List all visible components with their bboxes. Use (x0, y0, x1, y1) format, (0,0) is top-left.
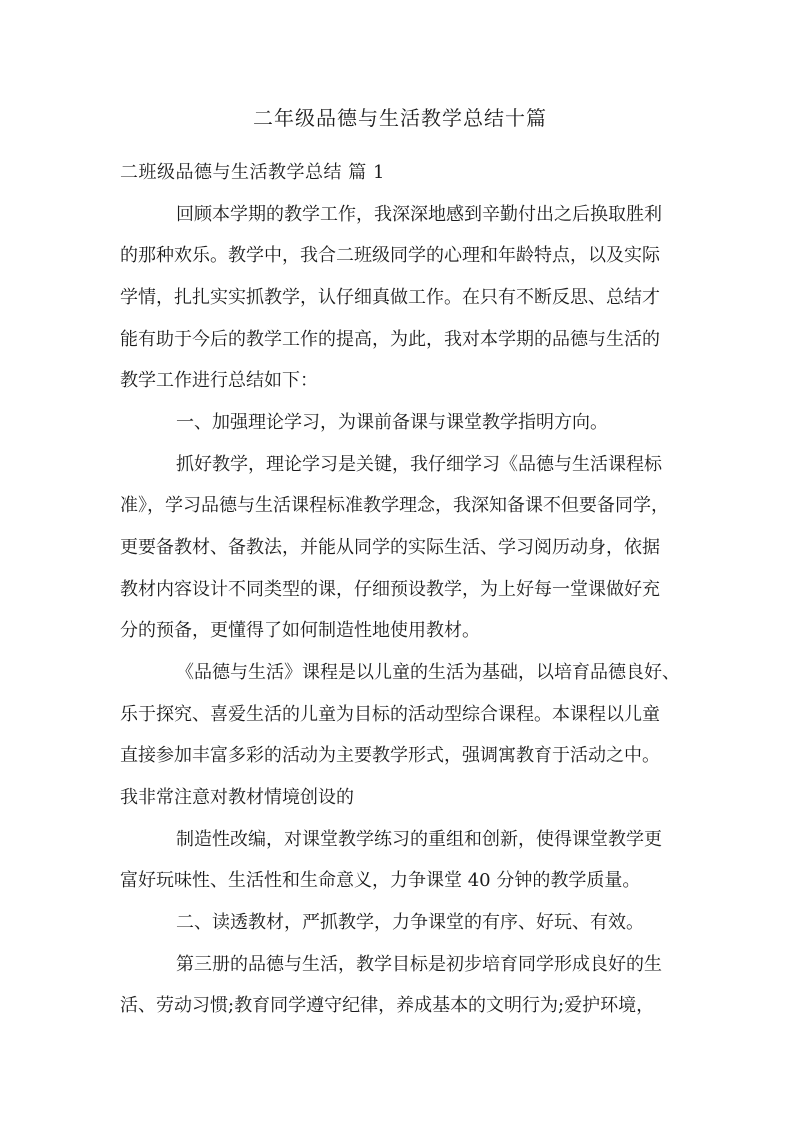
paragraph-line: 第三册的品德与生活，教学目标是初步培育同学形成良好的生 (176, 954, 662, 975)
paragraph-line: 准》，学习品德与生活课程标准教学理念，我深知备课不但要备同学， (120, 495, 669, 516)
paragraph-line: 活、劳动习惯;教育同学遵守纪律，养成基本的文明行为;爱护环境， (120, 995, 655, 1016)
paragraph-line: 教学工作进行总结如下： (120, 370, 318, 391)
section-heading: 二班级品德与生活教学总结 篇 1 (120, 162, 385, 183)
paragraph-line: 直接参加丰富多彩的活动为主要教学形式，强调寓教育于活动之中。 (120, 745, 660, 766)
paragraph-line: 我非常注意对教材情境创设的 (120, 787, 354, 808)
paragraph-line: 的那种欢乐。教学中，我合二班级同学的心理和年龄特点，以及实际 (120, 245, 660, 266)
paragraph-line: 分的预备，更懂得了如何制造性地使用教材。 (120, 620, 480, 641)
paragraph-line: 回顾本学期的教学工作，我深深地感到辛勤付出之后换取胜利 (176, 204, 662, 225)
paragraph-line: 《品德与生活》课程是以儿童的生活为基础，以培育品德良好、 (176, 662, 680, 683)
paragraph-line: 能有助于今后的教学工作的提高，为此，我对本学期的品德与生活的 (120, 329, 660, 350)
section-heading-2: 二、读透教材，严抓教学，力争课堂的有序、好玩、有效。 (176, 912, 644, 933)
paragraph-line: 制造性改编，对课堂教学练习的重组和创新，使得课堂教学更 (176, 829, 662, 850)
paragraph-line: 学情，扎扎实实抓教学，认仔细真做工作。在只有不断反思、总结才 (120, 287, 660, 308)
paragraph-line: 富好玩味性、生活性和生命意义，力争课堂 40 分钟的教学质量。 (120, 870, 641, 891)
document-title: 二年级品德与生活教学总结十篇 (253, 106, 547, 130)
paragraph-line: 教材内容设计不同类型的课，仔细预设教学，为上好每一堂课做好充 (120, 579, 660, 600)
section-heading-1: 一、加强理论学习，为课前备课与课堂教学指明方向。 (176, 412, 608, 433)
paragraph-line: 乐于探究、喜爱生活的儿童为目标的活动型综合课程。本课程以儿童 (120, 704, 660, 725)
paragraph-line: 抓好教学，理论学习是关键，我仔细学习《品德与生活课程标 (176, 454, 662, 475)
paragraph-line: 更要备教材、备教法，并能从同学的实际生活、学习阅历动身，依据 (120, 537, 660, 558)
